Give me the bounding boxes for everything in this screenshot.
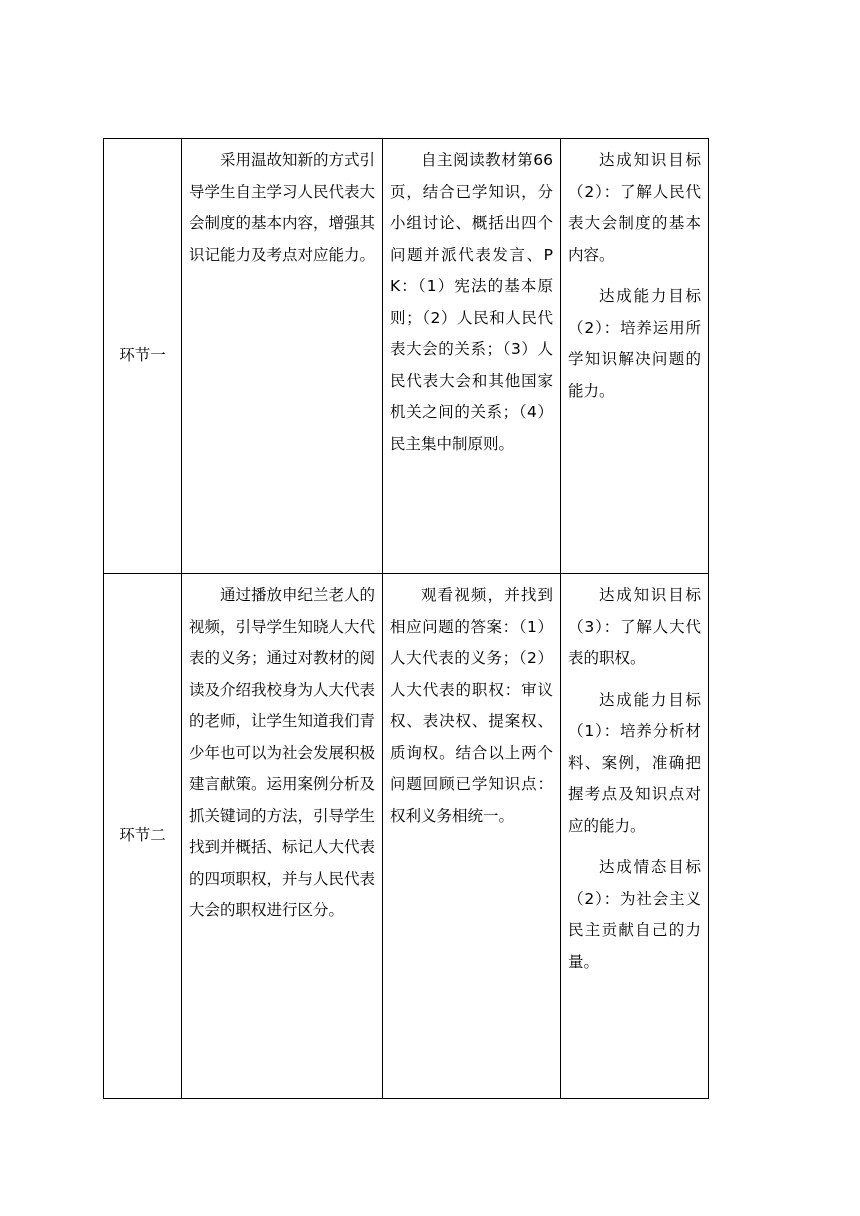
stage-cell: 环节二: [104, 574, 182, 1099]
table-row: [104, 139, 709, 574]
student-activity-cell: [383, 574, 561, 1099]
teacher-activity-cell: [182, 574, 383, 1099]
goals-cell: [561, 574, 709, 1099]
teacher-activity-text: 采用温故知新的方式引导学生自主学习人民代表大会制度的基本内容，增强其识记能力及考点对应能力。: [189, 151, 376, 264]
student-activity-text: 观看视频，并找到相应问题的答案：（1）人大代表的义务；（2）人大代表的职权：审议权、表决权、提案权、质询权。结合以上两个问题回顾已学知识点：权利义务相统一。: [390, 586, 553, 825]
goal-text: 达成知识目标（3）：了解人大代表的职权。: [568, 586, 701, 667]
teacher-activity-cell: [182, 139, 383, 574]
lesson-plan-table: [103, 138, 709, 1099]
goals-cell: [561, 139, 709, 574]
student-activity-text: 自主阅读教材第66页，结合已学知识，分小组讨论、概括出四个问题并派代表发言、PK：（1）宪法的基本原则；（2）人民和人民代表大会的关系；（3）人民代表大会和其他国家机关之间的关系；（4）民主集中制原则。: [390, 151, 553, 453]
table-row: [104, 574, 709, 1099]
goal-text: 达成知识目标（2）：了解人民代表大会制度的基本内容。: [568, 151, 701, 264]
goal-text: 达成能力目标（1）：培养分析材料、案例，准确把握考点及知识点对应的能力。: [568, 690, 701, 835]
stage-cell: 环节一: [104, 139, 182, 574]
student-activity-cell: [383, 139, 561, 574]
goal-text: 达成能力目标（2）：培养运用所学知识解决问题的能力。: [568, 287, 701, 400]
goal-text: 达成情态目标（2）：为社会主义民主贡献自己的力量。: [568, 858, 701, 971]
teacher-activity-text: 通过播放申纪兰老人的视频，引导学生知晓人大代表的义务；通过对教材的阅读及介绍我校身为人大代表的老师，让学生知道我们青少年也可以为社会发展积极建言献策。运用案例分析及抓关键词的方法，引导学生找到并概括、标记人大代表的四项职权，并与人民代表大会的职权进行区分。: [189, 586, 376, 919]
